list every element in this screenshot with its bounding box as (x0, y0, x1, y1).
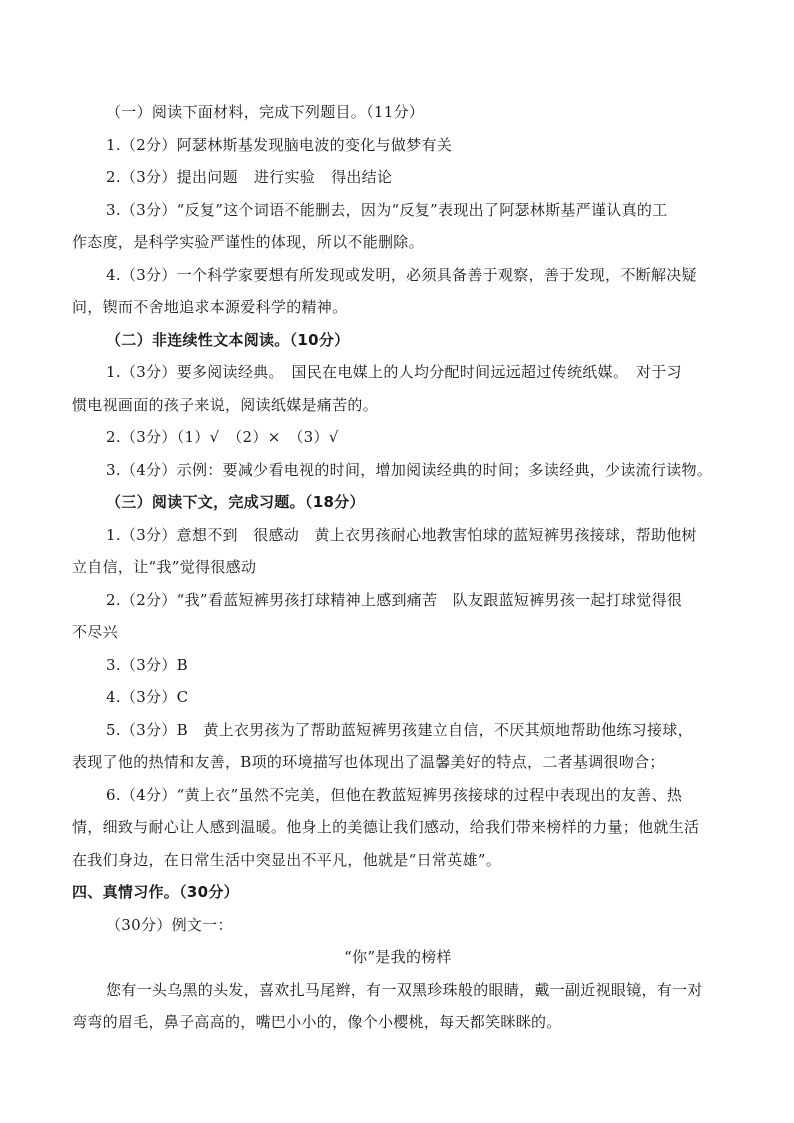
s3-answer-6-line-1: 6.（4分）“黄上衣”虽然不完美，但他在教蓝短裤男孩接球的过程中表现出的友善、热 (106, 785, 683, 804)
s2-answer-2: 2.（3分）（1）√ （2）× （3）√ (106, 428, 339, 446)
s2-answer-1-line-1: 1.（3分）要多阅读经典。 国民在电媒上的人均分配时间远远超过传统纸媒。 对于习 (106, 363, 682, 381)
s3-answer-6-line-2: 情，细致与耐心让人感到温暖。他身上的美德让我们感动，给我们带来榜样的力量；他就生活 (72, 818, 700, 836)
section-3-heading: （三）阅读下文，完成习题。（18分） (106, 493, 365, 511)
section-2-heading: （二）非连续性文本阅读。（10分） (106, 330, 350, 349)
section-1-heading: （一）阅读下面材料，完成下列题目。（11分） (106, 103, 425, 121)
section-4-heading: 四、真情习作。（30分） (72, 883, 239, 901)
s1-answer-1: 1.（2分）阿瑟林斯基发现脑电波的变化与做梦有关 (106, 135, 453, 154)
s4-intro: （30分）例文一： (106, 915, 233, 934)
s1-answer-3-line-2: 作态度，是科学实验严谨性的体现，所以不能删除。 (72, 233, 424, 251)
answer-document (72, 96, 724, 1039)
s2-answer-3: 3.（4分）示例：要减少看电视的时间，增加阅读经典的时间；多读经典，少读流行读物。 (106, 460, 713, 479)
s1-answer-2-part-2: 进行实验 (253, 168, 316, 186)
s2-answer-1-line-2: 惯电视画面的孩子来说，阅读纸媒是痛苦的。 (72, 395, 379, 414)
essay-title: “你”是我的榜样 (344, 948, 452, 966)
s1-answer-2-part-1: 2.（3分）提出问题 (106, 168, 238, 186)
essay-line-2: 弯弯的眉毛，鼻子高高的，嘴巴小小的，像个小樱桃，每天都笑眯眯的。 (72, 1013, 562, 1031)
s1-answer-4-line-2: 问，锲而不舍地追求本源爱科学的精神。 (72, 298, 348, 316)
s3-answer-1-line-2: 立自信，让“我”觉得很感动 (72, 558, 257, 576)
s3-answer-1-line-1: 1.（3分）意想不到 很感动 黄上衣男孩耐心地教害怕球的蓝短裤男孩接球，帮助他树 (106, 525, 697, 544)
essay-line-1: 您有一头乌黑的头发，喜欢扎马尾辫，有一双黑珍珠般的眼睛，戴一副近视眼镜，有一对 (106, 980, 703, 999)
s1-answer-2 (72, 161, 724, 194)
s1-answer-4-line-1: 4.（3分）一个科学家要想有所发现或发明，必须具备善于观察，善于发现，不断解决疑 (106, 265, 697, 284)
s3-answer-3: 3.（3分）B (106, 655, 188, 674)
s1-answer-3-line-1: 3.（3分）“反复”这个词语不能删去，因为“反复”表现出了阿瑟林斯基严谨认真的工 (106, 200, 668, 219)
s3-answer-2-line-1: 2.（2分）“我”看蓝短裤男孩打球精神上感到痛苦 队友跟蓝短裤男孩一起打球觉得很 (106, 590, 683, 609)
s1-answer-2-part-3: 得出结论 (331, 168, 393, 186)
s3-answer-6-line-3: 在我们身边，在日常生活中突显出不平凡，他就是“日常英雄”。 (72, 850, 502, 869)
s3-answer-5-line-2: 表现了他的热情和友善，B项的环境描写也体现出了温馨美好的特点，二者基调很吻合； (72, 753, 665, 771)
s3-answer-5-line-1: 5.（3分）B 黄上衣男孩为了帮助蓝短裤男孩建立自信，不厌其烦地帮助他练习接球， (106, 720, 693, 739)
s3-answer-2-line-2: 不尽兴 (72, 623, 118, 641)
s3-answer-4: 4.（3分）C (106, 688, 189, 706)
